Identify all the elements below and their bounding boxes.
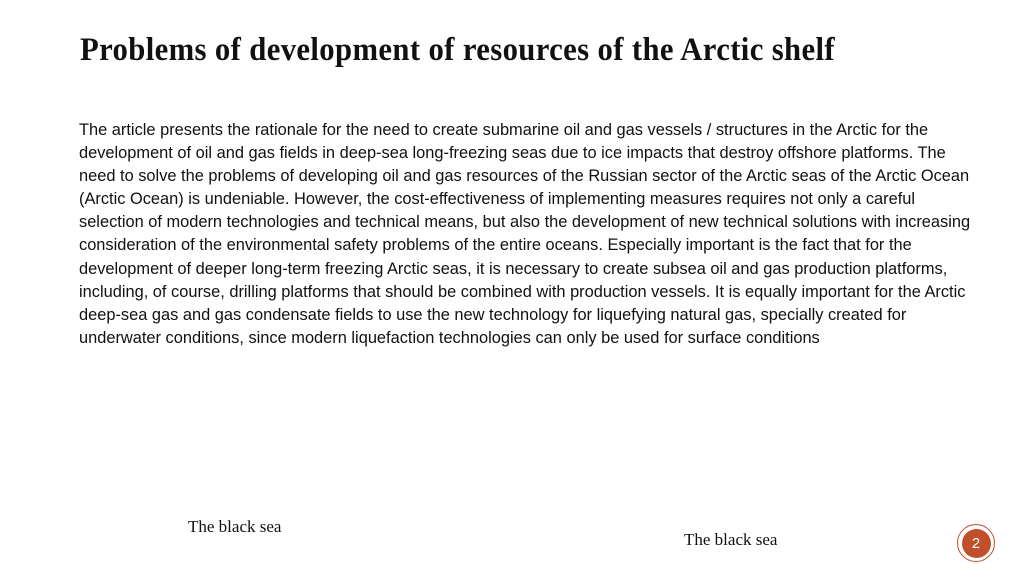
slide-body-text: The article presents the rationale for the need to create submarine oil and gas vessels / structures in the Arctic for the development of oil and gas fields in deep-sea long-freezing seas due to ice impacts that destroy offshore platforms. The need to solve the problems of developing oil and gas resources of the Russian sector of the Arctic seas of the Arctic Ocean (Arctic Ocean) is undeniable. However, the cost-effectiveness of implementing measures requires not only a careful selection of modern technologies and technical means, but also the development of new technical solutions with increasing consideration of the environmental safety problems of the entire oceans. Especially important is the fact that for the development of deeper long-term freezing Arctic seas, it is necessary to create subsea oil and gas production platforms, including, of course, drilling platforms that should be combined with production vessels. It is equally important for the Arctic deep-sea gas and gas condensate fields to use the new technology for liquefying natural gas, specially created for underwater conditions, since modern liquefaction technologies can only be used for surface conditions — [79, 121, 971, 347]
page-number: 2 — [962, 529, 991, 558]
slide-title: Problems of development of resources of the Arctic shelf — [80, 32, 835, 68]
page-number-badge — [957, 524, 995, 562]
image-caption-right: The black sea — [684, 530, 778, 549]
image-caption-left: The black sea — [188, 517, 282, 536]
